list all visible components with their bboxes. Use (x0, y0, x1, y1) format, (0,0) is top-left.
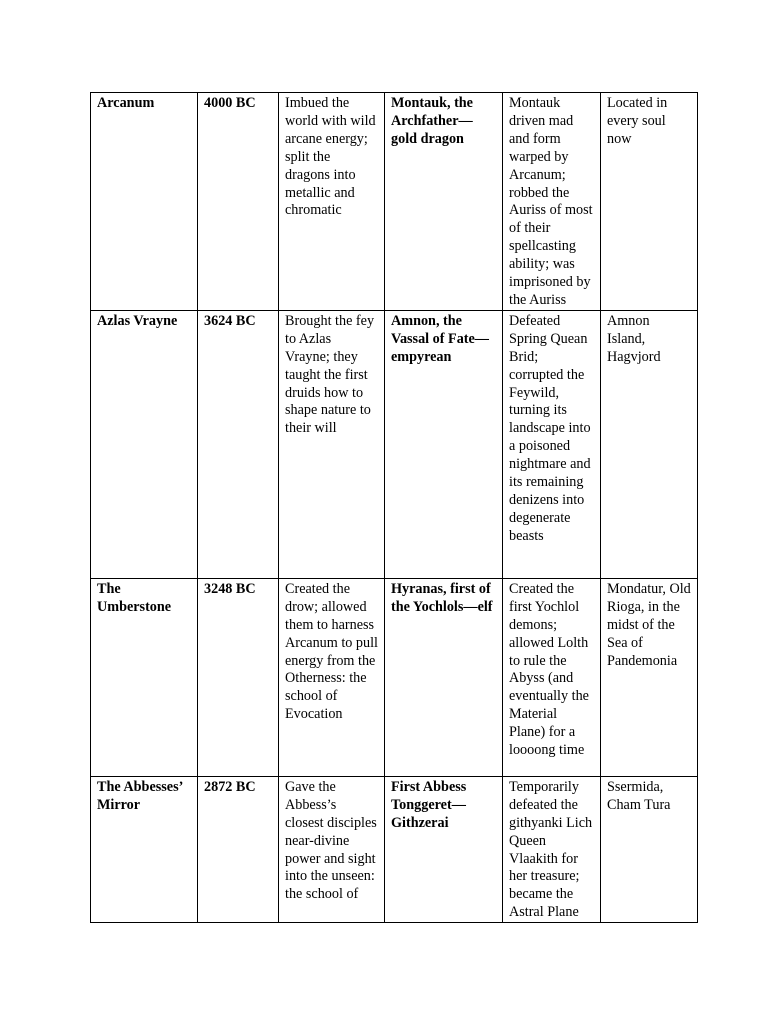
fate-cell: Montauk driven mad and form warped by Arcanum; robbed the Auriss of most of their spellcasting ability; was imprisoned by the Auriss (503, 93, 601, 311)
artifact-name-cell: The Abbesses’ Mirror (91, 776, 198, 922)
artifact-name-cell: The Umberstone (91, 578, 198, 776)
location-cell: Located in every soul now (601, 93, 698, 311)
location-cell: Mondatur, Old Rioga, in the midst of the Sea of Pandemonia (601, 578, 698, 776)
fate-cell: Defeated Spring Quean Brid; corrupted the Feywild, turning its landscape into a poisoned nightmare and its remaining denizens into degenerate beasts (503, 310, 601, 578)
date-cell: 3248 BC (198, 578, 279, 776)
creator-cell: First Abbess Tonggeret—Githzerai (385, 776, 503, 922)
creator-cell: Amnon, the Vassal of Fate—empyrean (385, 310, 503, 578)
table-row (91, 310, 698, 578)
table-row (91, 776, 698, 922)
artifact-name-cell: Arcanum (91, 93, 198, 311)
fate-cell: Temporarily defeated the githyanki Lich Queen Vlaakith for her treasure; became the Astral Plane (503, 776, 601, 922)
location-cell: Ssermida, Cham Tura (601, 776, 698, 922)
date-cell: 2872 BC (198, 776, 279, 922)
effect-cell: Created the drow; allowed them to harness Arcanum to pull energy from the Otherness: the school of Evocation (279, 578, 385, 776)
table-row (91, 578, 698, 776)
table-row (91, 93, 698, 311)
date-cell: 4000 BC (198, 93, 279, 311)
artifacts-table (90, 92, 698, 923)
effect-cell: Gave the Abbess’s closest disciples near-divine power and sight into the unseen: the school of (279, 776, 385, 922)
fate-cell: Created the first Yochlol demons; allowed Lolth to rule the Abyss (and eventually the Material Plane) for a loooong time (503, 578, 601, 776)
creator-cell: Montauk, the Archfather—gold dragon (385, 93, 503, 311)
date-cell: 3624 BC (198, 310, 279, 578)
effect-cell: Imbued the world with wild arcane energy; split the dragons into metallic and chromatic (279, 93, 385, 311)
effect-cell: Brought the fey to Azlas Vrayne; they taught the first druids how to shape nature to their will (279, 310, 385, 578)
location-cell: Amnon Island, Hagvjord (601, 310, 698, 578)
creator-cell: Hyranas, first of the Yochlols—elf (385, 578, 503, 776)
artifact-name-cell: Azlas Vrayne (91, 310, 198, 578)
